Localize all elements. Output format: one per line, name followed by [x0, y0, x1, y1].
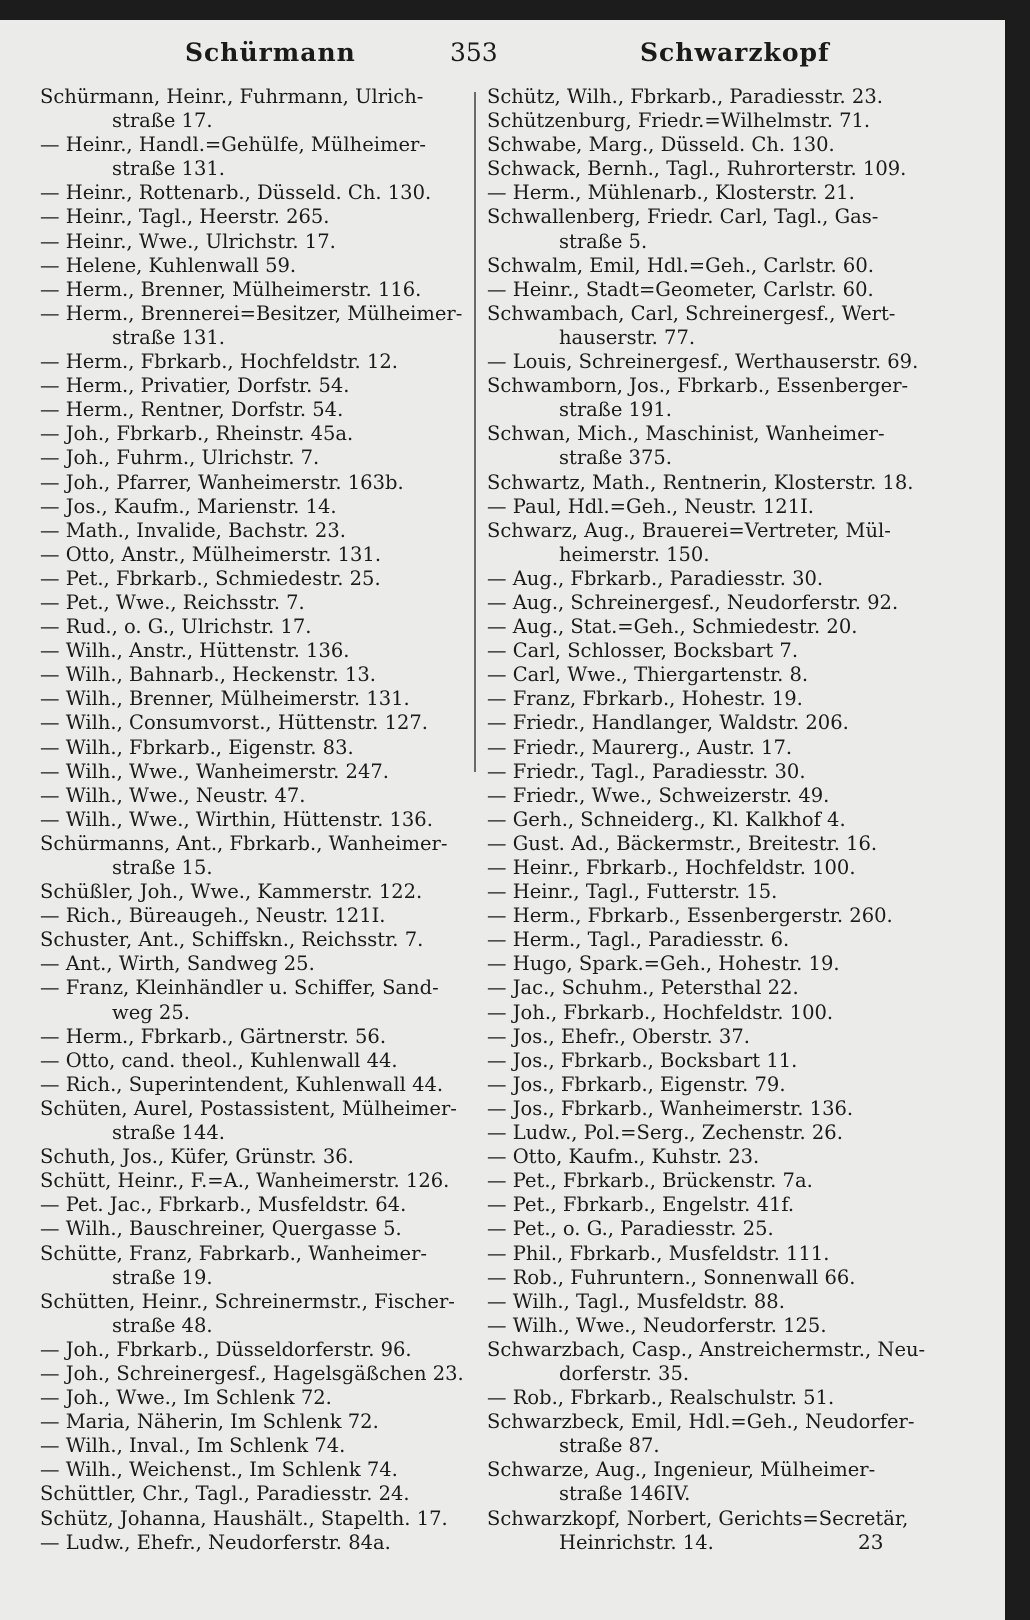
header-left-keyword: Schürmann: [185, 38, 356, 67]
directory-entry-line: — Wilh., Brenner, Mülheimerstr. 131.: [40, 687, 410, 711]
directory-entry-line: Schwambach, Carl, Schreinergesf., Wert-: [487, 301, 896, 325]
directory-entry-line: — Joh., Fuhrm., Ulrichstr. 7.: [40, 446, 320, 470]
directory-entry-line: — Wilh., Wwe., Wirthin, Hüttenstr. 136.: [40, 807, 433, 831]
directory-entry-line: weg 25.: [112, 1000, 190, 1024]
directory-entry-line: — Joh., Fbrkarb., Düsseldorferstr. 96.: [40, 1337, 412, 1361]
directory-entry-line: — Herm., Brenner, Mülheimerstr. 116.: [40, 277, 422, 301]
directory-entry-line: straße 87.: [559, 1434, 660, 1458]
directory-entry-line: — Hugo, Spark.=Geh., Hohestr. 19.: [487, 952, 840, 976]
directory-entry-line: straße 5.: [559, 229, 648, 253]
directory-entry-line: straße 146IV.: [559, 1482, 691, 1506]
directory-entry-line: — Pet., o. G., Paradiesstr. 25.: [487, 1217, 774, 1241]
directory-entry-line: — Gust. Ad., Bäckermstr., Breitestr. 16.: [487, 831, 878, 855]
page-header: [0, 38, 1005, 78]
directory-entry-line: Schwack, Bernh., Tagl., Ruhrorterstr. 109.: [487, 157, 907, 181]
directory-entry-line: straße 131.: [112, 157, 225, 181]
directory-entry-line: — Ludw., Ehefr., Neudorferstr. 84a.: [40, 1530, 391, 1554]
directory-entry-line: Schwarze, Aug., Ingenieur, Mülheimer-: [487, 1458, 876, 1482]
directory-entry-line: — Joh., Fbrkarb., Hochfeldstr. 100.: [487, 1000, 834, 1024]
directory-entry-line: — Pet., Wwe., Reichsstr. 7.: [40, 590, 305, 614]
directory-entry-line: — Aug., Fbrkarb., Paradiesstr. 30.: [487, 566, 824, 590]
directory-entry-line: — Jac., Schuhm., Petersthal 22.: [487, 976, 799, 1000]
directory-entry-line: straße 131.: [112, 325, 225, 349]
directory-entry-line: heimerstr. 150.: [559, 542, 710, 566]
directory-entry-line: Heinrichstr. 14.: [559, 1530, 714, 1554]
directory-entry-line: — Wilh., Fbrkarb., Eigenstr. 83.: [40, 735, 354, 759]
directory-entry-line: straße 48.: [112, 1313, 213, 1337]
directory-entry-line: straße 17.: [112, 109, 213, 133]
directory-entry-line: — Carl, Wwe., Thiergartenstr. 8.: [487, 663, 809, 687]
directory-entry-line: — Maria, Näherin, Im Schlenk 72.: [40, 1410, 379, 1434]
directory-entry-line: Schwarz, Aug., Brauerei=Vertreter, Mül-: [487, 518, 891, 542]
directory-entry-line: dorferstr. 35.: [559, 1361, 690, 1385]
directory-entry-line: — Pet., Fbrkarb., Schmiedestr. 25.: [40, 566, 381, 590]
directory-entry-line: — Joh., Wwe., Im Schlenk 72.: [40, 1386, 332, 1410]
directory-entry-line: — Heinr., Handl.=Gehülfe, Mülheimer-: [40, 133, 426, 157]
directory-entry-line: Schuster, Ant., Schiffskn., Reichsstr. 7.: [40, 928, 424, 952]
directory-entry-line: — Wilh., Bauschreiner, Quergasse 5.: [40, 1217, 402, 1241]
directory-entry-line: — Otto, Kaufm., Kuhstr. 23.: [487, 1145, 760, 1169]
directory-entry-line: — Pet., Fbrkarb., Engelstr. 41f.: [487, 1193, 795, 1217]
directory-entry-line: — Joh., Schreinergesf., Hagelsgäßchen 23.: [40, 1361, 464, 1385]
directory-entry-line: Schütte, Franz, Fabrkarb., Wanheimer-: [40, 1241, 428, 1265]
right-column: [487, 85, 947, 1555]
directory-entry-line: — Friedr., Maurerg., Austr. 17.: [487, 735, 793, 759]
directory-entry-line: — Wilh., Wwe., Neustr. 47.: [40, 783, 306, 807]
directory-entry-line: — Aug., Schreinergesf., Neudorferstr. 92.: [487, 590, 899, 614]
directory-entry-line: — Math., Invalide, Bachstr. 23.: [40, 518, 346, 542]
signature-mark: 23: [858, 1530, 884, 1554]
directory-entry-line: — Heinr., Tagl., Futterstr. 15.: [487, 880, 778, 904]
directory-page: [0, 20, 1005, 1620]
directory-entry-line: — Aug., Stat.=Geh., Schmiedestr. 20.: [487, 615, 858, 639]
directory-entry-line: — Wilh., Tagl., Musfeldstr. 88.: [487, 1289, 785, 1313]
directory-entry-line: — Heinr., Rottenarb., Düsseld. Ch. 130.: [40, 181, 432, 205]
directory-entry-line: — Rud., o. G., Ulrichstr. 17.: [40, 615, 312, 639]
directory-entry-line: Schüttler, Chr., Tagl., Paradiesstr. 24.: [40, 1482, 410, 1506]
directory-entry-line: — Otto, cand. theol., Kuhlenwall 44.: [40, 1048, 398, 1072]
directory-entry-line: — Jos., Ehefr., Oberstr. 37.: [487, 1024, 750, 1048]
directory-entry-line: — Herm., Tagl., Paradiesstr. 6.: [487, 928, 790, 952]
page-number-header: 353: [450, 38, 498, 67]
directory-entry-line: — Phil., Fbrkarb., Musfeldstr. 111.: [487, 1241, 830, 1265]
directory-entry-line: — Otto, Anstr., Mülheimerstr. 131.: [40, 542, 382, 566]
directory-entry-line: — Jos., Fbrkarb., Eigenstr. 79.: [487, 1072, 786, 1096]
directory-entry-line: — Ludw., Pol.=Serg., Zechenstr. 26.: [487, 1121, 843, 1145]
directory-entry-line: Schwarzkopf, Norbert, Gerichts=Secretär,: [487, 1506, 909, 1530]
directory-entry-line: Schüten, Aurel, Postassistent, Mülheimer-: [40, 1096, 457, 1120]
directory-entry-line: — Helene, Kuhlenwall 59.: [40, 253, 297, 277]
directory-entry-line: — Herm., Mühlenarb., Klosterstr. 21.: [487, 181, 855, 205]
directory-entry-line: — Friedr., Wwe., Schweizerstr. 49.: [487, 783, 830, 807]
directory-entry-line: straße 375.: [559, 446, 672, 470]
header-right-keyword: Schwarzkopf: [640, 38, 830, 67]
directory-entry-line: Schwarzbeck, Emil, Hdl.=Geh., Neudorfer-: [487, 1410, 915, 1434]
directory-entry-line: — Pet. Jac., Fbrkarb., Musfeldstr. 64.: [40, 1193, 407, 1217]
directory-entry-line: Schütz, Johanna, Haushält., Stapelth. 17.: [40, 1506, 448, 1530]
directory-entry-line: — Wilh., Bahnarb., Heckenstr. 13.: [40, 663, 376, 687]
directory-entry-line: — Pet., Fbrkarb., Brückenstr. 7a.: [487, 1169, 813, 1193]
directory-entry-line: straße 144.: [112, 1121, 225, 1145]
directory-entry-line: Schwan, Mich., Maschinist, Wanheimer-: [487, 422, 885, 446]
directory-entry-line: Schüßler, Joh., Wwe., Kammerstr. 122.: [40, 880, 423, 904]
directory-entry-line: — Ant., Wirth, Sandweg 25.: [40, 952, 315, 976]
directory-entry-line: — Rob., Fuhruntern., Sonnenwall 66.: [487, 1265, 856, 1289]
directory-entry-line: — Jos., Kaufm., Marienstr. 14.: [40, 494, 337, 518]
directory-entry-line: Schwartz, Math., Rentnerin, Klosterstr. 18.: [487, 470, 914, 494]
directory-entry-line: — Friedr., Handlanger, Waldstr. 206.: [487, 711, 849, 735]
directory-entry-line: Schwamborn, Jos., Fbrkarb., Essenberger-: [487, 374, 909, 398]
directory-entry-line: — Rich., Büreaugeh., Neustr. 121I.: [40, 904, 386, 928]
directory-entry-line: — Heinr., Wwe., Ulrichstr. 17.: [40, 229, 336, 253]
directory-entry-line: Schwallenberg, Friedr. Carl, Tagl., Gas-: [487, 205, 879, 229]
directory-entry-line: — Rob., Fbrkarb., Realschulstr. 51.: [487, 1386, 835, 1410]
directory-entry-line: Schwalm, Emil, Hdl.=Geh., Carlstr. 60.: [487, 253, 874, 277]
directory-entry-line: — Heinr., Fbrkarb., Hochfeldstr. 100.: [487, 856, 856, 879]
directory-entry-line: — Franz, Fbrkarb., Hohestr. 19.: [487, 687, 803, 711]
directory-entry-line: — Louis, Schreinergesf., Werthauserstr. 69.: [487, 350, 919, 374]
directory-entry-line: — Rich., Superintendent, Kuhlenwall 44.: [40, 1072, 444, 1096]
directory-entry-line: Schützenburg, Friedr.=Wilhelmstr. 71.: [487, 109, 871, 133]
directory-entry-line: — Herm., Fbrkarb., Essenbergerstr. 260.: [487, 904, 893, 928]
directory-entry-line: straße 191.: [559, 398, 672, 422]
directory-entry-line: straße 15.: [112, 856, 213, 879]
directory-entry-line: — Gerh., Schneiderg., Kl. Kalkhof 4.: [487, 807, 846, 831]
directory-entry-line: — Jos., Fbrkarb., Wanheimerstr. 136.: [487, 1096, 854, 1120]
directory-entry-line: Schütz, Wilh., Fbrkarb., Paradiesstr. 23.: [487, 85, 883, 108]
directory-entry-line: — Wilh., Inval., Im Schlenk 74.: [40, 1434, 346, 1458]
column-divider: [474, 92, 476, 772]
directory-entry-line: Schütt, Heinr., F.=A., Wanheimerstr. 126.: [40, 1169, 450, 1193]
directory-entry-line: Schürmann, Heinr., Fuhrmann, Ulrich-: [40, 85, 424, 108]
directory-entry-line: — Wilh., Weichenst., Im Schlenk 74.: [40, 1458, 398, 1482]
directory-entry-line: — Friedr., Tagl., Paradiesstr. 30.: [487, 759, 806, 783]
directory-entry-line: — Herm., Brennerei=Besitzer, Mülheimer-: [40, 301, 463, 325]
directory-entry-line: Schwarzbach, Casp., Anstreichermstr., Neu-: [487, 1337, 926, 1361]
directory-entry-line: — Wilh., Consumvorst., Hüttenstr. 127.: [40, 711, 428, 735]
directory-entry-line: — Herm., Fbrkarb., Gärtnerstr. 56.: [40, 1024, 387, 1048]
directory-entry-line: Schürmanns, Ant., Fbrkarb., Wanheimer-: [40, 831, 448, 855]
directory-entry-line: — Wilh., Wwe., Neudorferstr. 125.: [487, 1313, 827, 1337]
directory-entry-line: Schuth, Jos., Küfer, Grünstr. 36.: [40, 1145, 354, 1169]
directory-entry-line: — Heinr., Tagl., Heerstr. 265.: [40, 205, 330, 229]
directory-entry-line: — Franz, Kleinhändler u. Schiffer, Sand-: [40, 976, 439, 1000]
left-column: [40, 85, 470, 1555]
directory-entry-line: — Herm., Rentner, Dorfstr. 54.: [40, 398, 344, 422]
directory-entry-line: — Paul, Hdl.=Geh., Neustr. 121I.: [487, 494, 814, 518]
directory-entry-line: — Herm., Privatier, Dorfstr. 54.: [40, 374, 350, 398]
directory-entry-line: — Joh., Pfarrer, Wanheimerstr. 163b.: [40, 470, 404, 494]
directory-entry-line: — Wilh., Wwe., Wanheimerstr. 247.: [40, 759, 389, 783]
directory-entry-line: — Carl, Schlosser, Bocksbart 7.: [487, 639, 799, 663]
directory-entry-line: — Heinr., Stadt=Geometer, Carlstr. 60.: [487, 277, 874, 301]
directory-entry-line: — Wilh., Anstr., Hüttenstr. 136.: [40, 639, 350, 663]
directory-entry-line: — Jos., Fbrkarb., Bocksbart 11.: [487, 1048, 798, 1072]
directory-entry-line: — Herm., Fbrkarb., Hochfeldstr. 12.: [40, 350, 398, 374]
directory-entry-line: straße 19.: [112, 1265, 213, 1289]
directory-entry-line: — Joh., Fbrkarb., Rheinstr. 45a.: [40, 422, 354, 446]
directory-entry-line: Schwabe, Marg., Düsseld. Ch. 130.: [487, 133, 835, 157]
directory-entry-line: hauserstr. 77.: [559, 325, 696, 349]
directory-entry-line: Schütten, Heinr., Schreinermstr., Fischer-: [40, 1289, 455, 1313]
